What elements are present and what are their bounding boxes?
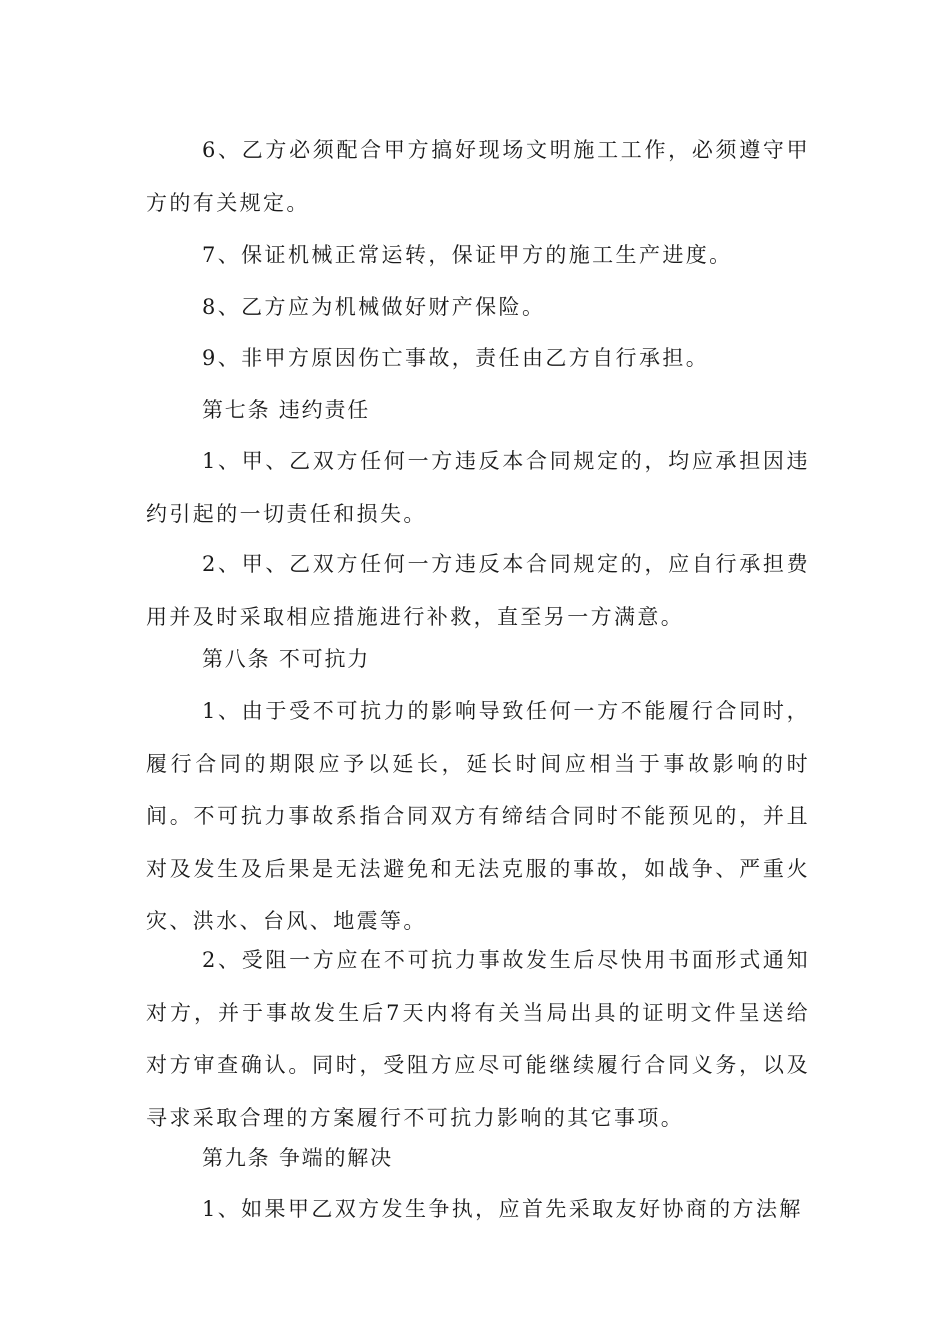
article-7-clause-2: 2、甲、乙双方任何一方违反本合同规定的，应自行承担费用并及时采取相应措施进行补救，直至另一方满意。 <box>146 552 810 629</box>
article-7-heading: 第七条 违约责任 <box>202 398 371 422</box>
article-8-clause-1: 1、由于受不可抗力的影响导致任何一方不能履行合同时，履行合同的期限应予以延长，延长时间应相当于事故影响的时间。不可抗力事故系指合同双方有缔结合同时不能预见的，并且对及发生及后果是无法避免和无法克服的事故，如战争、严重火灾、洪水、台风、地震等。 <box>146 699 810 933</box>
article-7-clause-1: 1、甲、乙双方任何一方违反本合同规定的，均应承担因违约引起的一切责任和损失。 <box>146 449 810 526</box>
article-9-heading: 第九条 争端的解决 <box>202 1146 393 1170</box>
clause-8-paragraph: 8、乙方应为机械做好财产保险。 <box>202 295 546 319</box>
article-9-clause-1: 1、如果甲乙双方发生争执，应首先采取友好协商的方法解 <box>202 1197 803 1221</box>
clause-9-paragraph: 9、非甲方原因伤亡事故，责任由乙方自行承担。 <box>202 346 710 370</box>
clause-7-paragraph: 7、保证机械正常运转，保证甲方的施工生产进度。 <box>202 243 733 267</box>
clause-6-paragraph: 6、乙方必须配合甲方搞好现场文明施工工作，必须遵守甲方的有关规定。 <box>146 138 810 215</box>
article-8-heading: 第八条 不可抗力 <box>202 647 371 671</box>
article-8-clause-2: 2、受阻一方应在不可抗力事故发生后尽快用书面形式通知对方，并于事故发生后7天内将有关当局出具的证明文件呈送给对方审查确认。同时，受阻方应尽可能继续履行合同义务，以及寻求采取合理的方案履行不可抗力影响的其它事项。 <box>146 948 810 1130</box>
